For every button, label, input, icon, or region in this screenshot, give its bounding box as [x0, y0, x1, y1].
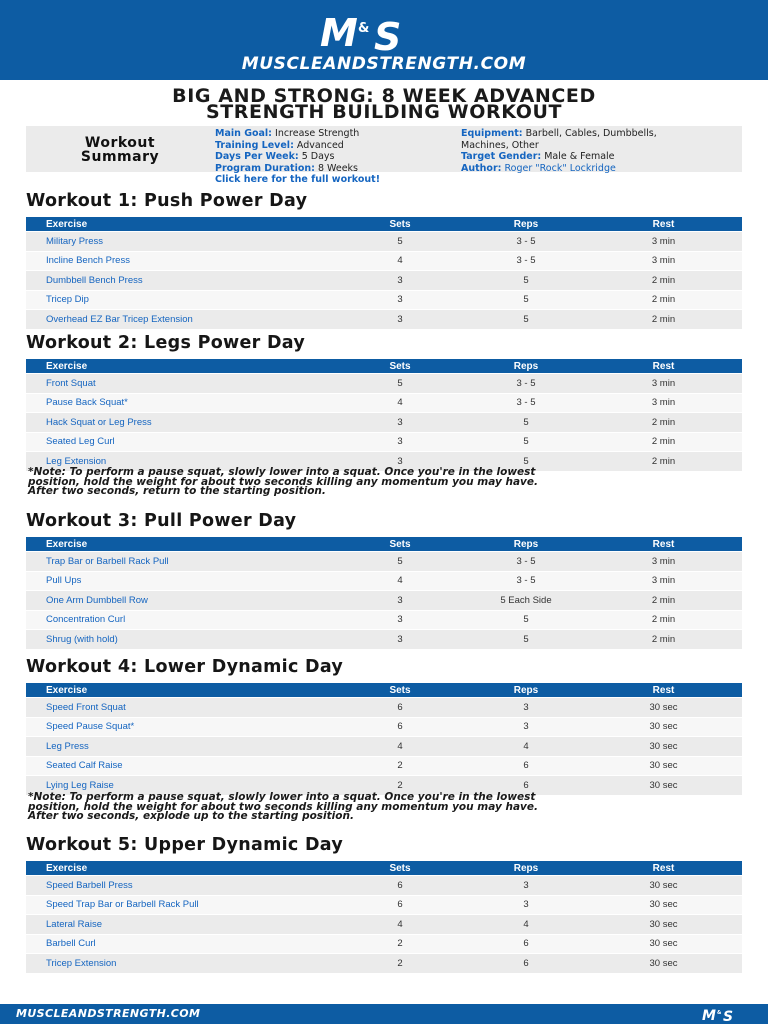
workout-2-title: Workout 2: Legs Power Day [26, 333, 306, 353]
table-row [26, 571, 742, 591]
sets-cell: 3 [333, 591, 467, 611]
workout-1-table [26, 217, 742, 329]
table-header-row [26, 537, 742, 552]
rest-cell: 3 min [585, 251, 742, 271]
exercise-link[interactable]: Trap Bar or Barbell Rack Pull [26, 552, 333, 572]
training-level-value: Advanced [296, 139, 344, 151]
table-row [26, 374, 742, 394]
header-rest: Rest [652, 538, 675, 550]
workout-summary-box [26, 126, 742, 185]
summary-right-column [461, 128, 741, 174]
workout-3-table [26, 537, 742, 649]
exercise-link[interactable]: Front Squat [26, 374, 333, 394]
rest-cell: 30 sec [585, 776, 742, 795]
rest-cell: 30 sec [585, 876, 742, 896]
table-header-row [26, 861, 742, 876]
rest-cell: 2 min [585, 630, 742, 649]
rest-cell: 30 sec [585, 717, 742, 737]
exercise-link[interactable]: Seated Leg Curl [26, 432, 333, 452]
table-row [26, 756, 742, 776]
training-level [215, 140, 455, 152]
header-sets: Sets [389, 684, 411, 696]
table-header-row [26, 359, 742, 374]
reps-cell: 5 [467, 432, 585, 452]
svg-text:&: & [717, 1010, 722, 1016]
reps-cell: 3 [467, 717, 585, 737]
sets-cell: 5 [333, 374, 467, 394]
table-row [26, 251, 742, 271]
sets-cell: 2 [333, 776, 467, 795]
exercise-link[interactable]: Speed Barbell Press [26, 876, 333, 896]
exercise-link[interactable]: Speed Trap Bar or Barbell Rack Pull [26, 895, 333, 915]
sets-cell: 2 [333, 954, 467, 973]
rest-cell: 2 min [585, 310, 742, 329]
workout-5-title: Workout 5: Upper Dynamic Day [26, 835, 344, 855]
exercise-link[interactable]: Seated Calf Raise [26, 756, 333, 776]
equipment-value-line-2: Machines, Other [461, 139, 539, 151]
header-exercise: Exercise [46, 862, 88, 874]
sets-cell: 2 [333, 934, 467, 954]
reps-cell: 3 [467, 698, 585, 718]
exercise-link[interactable]: Military Press [26, 232, 333, 252]
reps-cell: 4 [467, 737, 585, 757]
table-row [26, 232, 742, 252]
rest-cell: 3 min [585, 571, 742, 591]
table-row [26, 895, 742, 915]
table-row [26, 310, 742, 329]
svg-text:M: M [320, 11, 358, 54]
table-row [26, 876, 742, 896]
full-workout-link[interactable]: Click here for the full workout! [215, 174, 381, 185]
rest-cell: 30 sec [585, 895, 742, 915]
exercise-link[interactable]: Incline Bench Press [26, 251, 333, 271]
reps-cell: 3 - 5 [467, 251, 585, 271]
header-rest: Rest [652, 218, 675, 230]
days-per-week [215, 151, 455, 163]
reps-cell: 3 - 5 [467, 374, 585, 394]
target-gender-value: Male & Female [544, 151, 615, 162]
reps-cell: 5 [467, 452, 585, 471]
exercise-link[interactable]: Lying Leg Raise [26, 776, 333, 795]
reps-cell: 4 [467, 915, 585, 935]
sets-cell: 3 [333, 630, 467, 649]
summary-heading [26, 136, 214, 164]
exercise-link[interactable]: Tricep Extension [26, 954, 333, 973]
header-reps: Reps [513, 862, 539, 874]
header-exercise: Exercise [46, 684, 88, 696]
reps-cell: 6 [467, 756, 585, 776]
header-rest: Rest [652, 684, 675, 696]
table-row [26, 552, 742, 572]
table-row [26, 432, 742, 452]
sets-cell: 5 [333, 232, 467, 252]
equipment-label: Equipment: [461, 128, 523, 139]
sets-cell: 3 [333, 310, 467, 329]
ms-logo-icon[interactable] [700, 1007, 754, 1022]
sets-cell: 3 [333, 290, 467, 310]
header-sets: Sets [389, 218, 411, 230]
header-exercise: Exercise [46, 218, 88, 230]
summary-heading-line-1: Workout [84, 135, 156, 151]
days-per-week-value: 5 Days [301, 151, 335, 162]
equipment-value-line-1: Barbell, Cables, Dumbbells, [525, 128, 657, 139]
reps-cell: 5 [467, 310, 585, 329]
site-header [0, 0, 768, 80]
reps-cell: 3 [467, 895, 585, 915]
exercise-link[interactable]: Shrug (with hold) [26, 630, 333, 649]
reps-cell: 6 [467, 776, 585, 795]
exercise-link[interactable]: Speed Pause Squat* [26, 717, 333, 737]
equipment [461, 128, 741, 140]
workout-5-table [26, 861, 742, 973]
header-sets: Sets [389, 538, 411, 550]
sets-cell: 4 [333, 571, 467, 591]
table-row [26, 591, 742, 611]
reps-cell: 3 - 5 [467, 232, 585, 252]
reps-cell: 3 - 5 [467, 552, 585, 572]
exercise-link[interactable]: Leg Extension [26, 452, 333, 471]
svg-text:&: & [358, 21, 370, 36]
exercise-link[interactable]: One Arm Dumbbell Row [26, 591, 333, 611]
exercise-link[interactable]: Pause Back Squat* [26, 393, 333, 413]
workout-2-table [26, 359, 742, 471]
sets-cell: 3 [333, 452, 467, 471]
sets-cell: 3 [333, 432, 467, 452]
reps-cell: 5 [467, 630, 585, 649]
exercise-link[interactable]: Tricep Dip [26, 290, 333, 310]
exercise-link[interactable]: Leg Press [26, 737, 333, 757]
sets-cell: 4 [333, 393, 467, 413]
rest-cell: 3 min [585, 393, 742, 413]
title-line-2: STRENGTH BUILDING WORKOUT [205, 101, 563, 123]
exercise-link[interactable]: Concentration Curl [26, 610, 333, 630]
sets-cell: 4 [333, 251, 467, 271]
table-row [26, 271, 742, 291]
rest-cell: 30 sec [585, 756, 742, 776]
header-reps: Reps [513, 218, 539, 230]
svg-text:M: M [702, 1008, 716, 1022]
table-row [26, 393, 742, 413]
svg-text:S: S [374, 15, 402, 54]
reps-cell: 5 [467, 610, 585, 630]
pause-squat-note [28, 468, 744, 497]
target-gender-label: Target Gender: [461, 151, 542, 162]
main-goal [215, 128, 455, 140]
author-link[interactable]: Roger "Rock" Lockridge [504, 162, 616, 174]
rest-cell: 2 min [585, 452, 742, 471]
note-line-2: position, hold the weight for about two seconds killing any momentum you may have. [28, 800, 538, 813]
main-goal-value: Increase Strength [275, 128, 360, 139]
note-line-1: *Note: To perform a pause squat, slowly lower into a squat. Once you're in the lowest [28, 466, 536, 478]
training-level-label: Training Level: [215, 139, 294, 151]
summary-heading-line-2: Summary [80, 149, 160, 165]
author-label: Author: [461, 162, 502, 174]
rest-cell: 2 min [585, 432, 742, 452]
header-exercise: Exercise [46, 538, 88, 550]
header-sets: Sets [389, 360, 411, 372]
reps-cell: 5 Each Side [467, 591, 585, 611]
reps-cell: 6 [467, 934, 585, 954]
site-banner[interactable]: MUSCLEANDSTRENGTH.COM [241, 54, 527, 74]
speed-pause-squat-note [28, 793, 744, 822]
sets-cell: 3 [333, 271, 467, 291]
reps-cell: 5 [467, 271, 585, 291]
note-line-3: After two seconds, return to the starting position. [28, 485, 326, 497]
header-rest: Rest [652, 360, 675, 372]
ms-logo-icon[interactable] [314, 10, 454, 54]
rest-cell: 2 min [585, 591, 742, 611]
sets-cell: 6 [333, 895, 467, 915]
table-row [26, 610, 742, 630]
author [461, 163, 741, 175]
rest-cell: 3 min [585, 552, 742, 572]
table-row [26, 413, 742, 433]
table-row [26, 934, 742, 954]
table-row [26, 737, 742, 757]
rest-cell: 2 min [585, 413, 742, 433]
sets-cell: 3 [333, 610, 467, 630]
header-exercise: Exercise [46, 360, 88, 372]
reps-cell: 6 [467, 954, 585, 973]
rest-cell: 3 min [585, 374, 742, 394]
note-line-3: After two seconds, explode up to the starting position. [28, 810, 354, 822]
rest-cell: 2 min [585, 271, 742, 291]
exercise-link[interactable]: Pull Ups [26, 571, 333, 591]
header-reps: Reps [513, 360, 539, 372]
reps-cell: 3 - 5 [467, 393, 585, 413]
header-reps: Reps [513, 538, 539, 550]
summary-left-column [215, 128, 455, 186]
table-row [26, 698, 742, 718]
program-duration [215, 163, 455, 175]
table-header-row [26, 683, 742, 698]
site-footer [0, 1004, 768, 1024]
rest-cell: 30 sec [585, 934, 742, 954]
table-header-row [26, 217, 742, 232]
page-title [0, 85, 768, 123]
exercise-link[interactable]: Overhead EZ Bar Tricep Extension [26, 310, 333, 329]
sets-cell: 6 [333, 698, 467, 718]
rest-cell: 30 sec [585, 698, 742, 718]
header-sets: Sets [389, 862, 411, 874]
note-line-2: position, hold the weight for about two seconds killing any momentum you may have. [28, 475, 538, 488]
table-row [26, 915, 742, 935]
exercise-link[interactable]: Speed Front Squat [26, 698, 333, 718]
sets-cell: 5 [333, 552, 467, 572]
sets-cell: 6 [333, 876, 467, 896]
reps-cell: 3 - 5 [467, 571, 585, 591]
sets-cell: 3 [333, 413, 467, 433]
table-row [26, 954, 742, 973]
sets-cell: 4 [333, 915, 467, 935]
sets-cell: 2 [333, 756, 467, 776]
table-row [26, 717, 742, 737]
reps-cell: 3 [467, 876, 585, 896]
program-duration-label: Program Duration: [215, 162, 315, 174]
table-row [26, 630, 742, 649]
workout-3-title: Workout 3: Pull Power Day [26, 511, 297, 531]
rest-cell: 2 min [585, 610, 742, 630]
title-line-1: BIG AND STRONG: 8 WEEK ADVANCED [172, 85, 596, 107]
sets-cell: 4 [333, 737, 467, 757]
footer-url[interactable]: MUSCLEANDSTRENGTH.COM [16, 1007, 201, 1020]
exercise-link[interactable]: Lateral Raise [26, 915, 333, 935]
svg-text:S: S [723, 1009, 734, 1022]
rest-cell: 2 min [585, 290, 742, 310]
rest-cell: 30 sec [585, 954, 742, 973]
reps-cell: 5 [467, 290, 585, 310]
exercise-link[interactable]: Dumbbell Bench Press [26, 271, 333, 291]
workout-4-table [26, 683, 742, 795]
main-goal-label: Main Goal: [215, 128, 272, 139]
workout-4-title: Workout 4: Lower Dynamic Day [26, 657, 344, 677]
note-line-1: *Note: To perform a pause squat, slowly lower into a squat. Once you're in the lowest [28, 791, 536, 803]
rest-cell: 3 min [585, 232, 742, 252]
program-duration-value: 8 Weeks [317, 162, 358, 174]
sets-cell: 6 [333, 717, 467, 737]
target-gender [461, 151, 741, 163]
rest-cell: 30 sec [585, 737, 742, 757]
exercise-link[interactable]: Hack Squat or Leg Press [26, 413, 333, 433]
workout-1-title: Workout 1: Push Power Day [26, 191, 308, 211]
rest-cell: 30 sec [585, 915, 742, 935]
header-reps: Reps [513, 684, 539, 696]
exercise-link[interactable]: Barbell Curl [26, 934, 333, 954]
table-row [26, 290, 742, 310]
reps-cell: 5 [467, 413, 585, 433]
days-per-week-label: Days Per Week: [215, 151, 299, 162]
header-rest: Rest [652, 862, 675, 874]
